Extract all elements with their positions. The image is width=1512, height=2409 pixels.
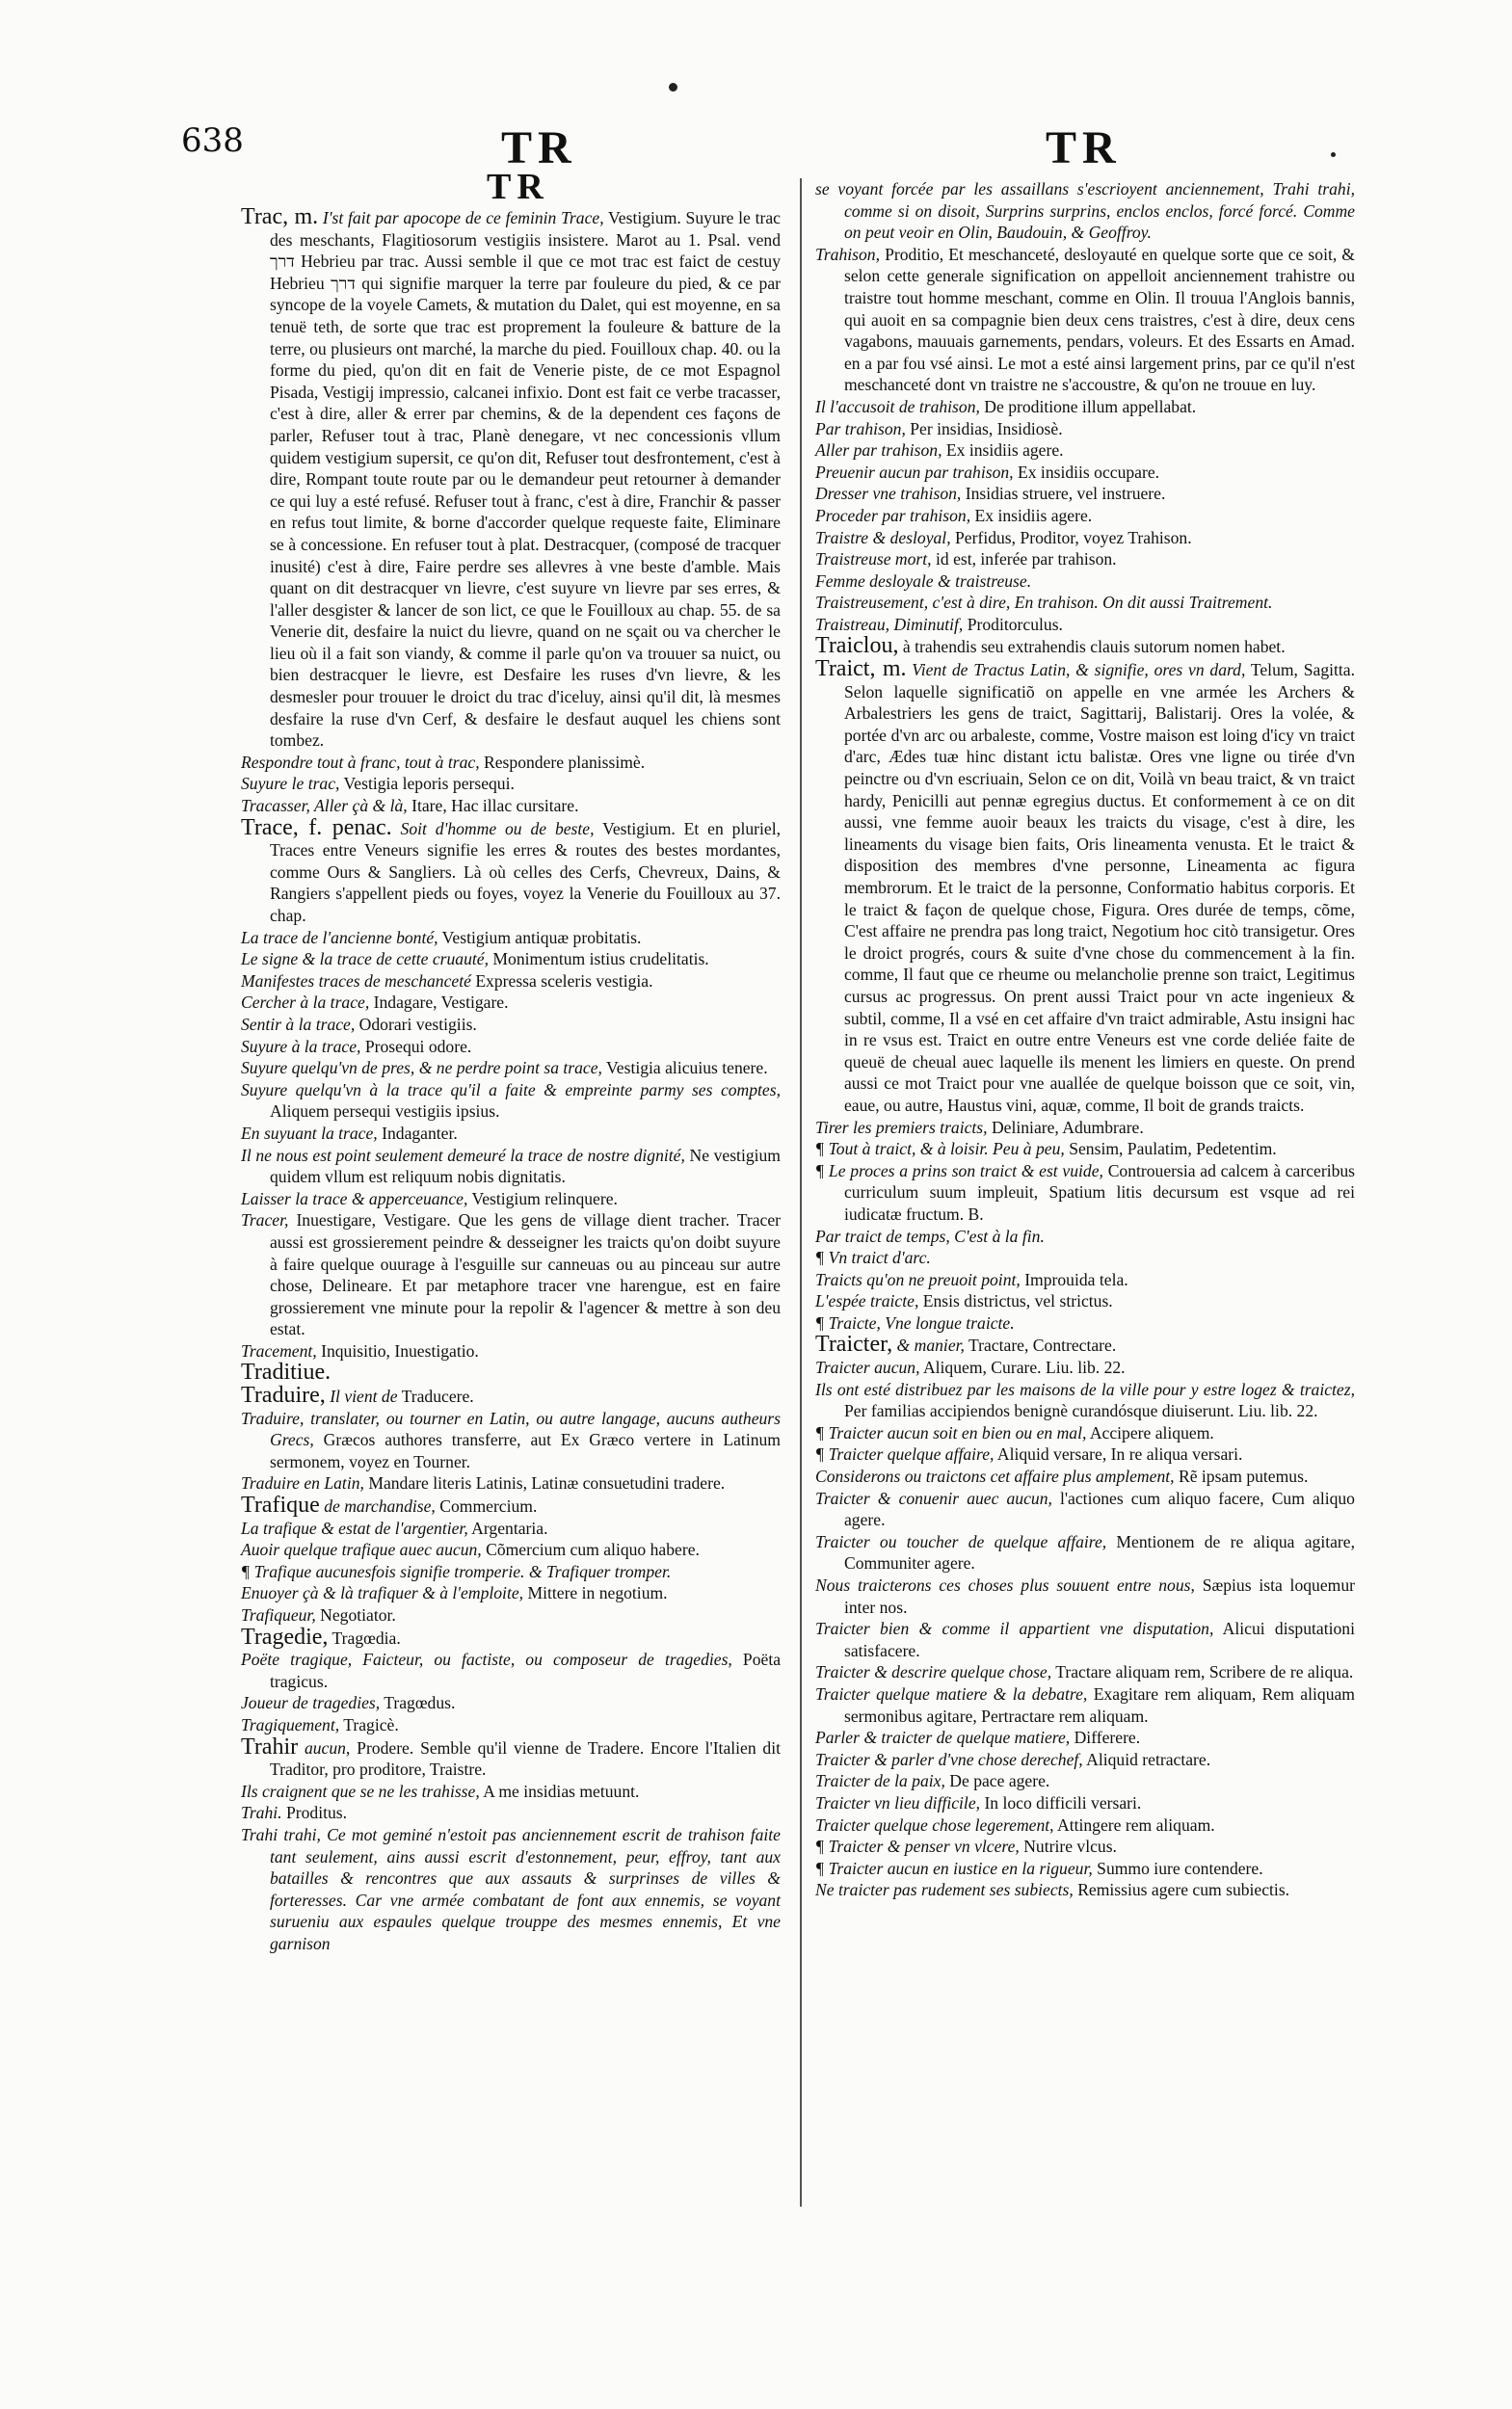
- entry-latin: Proditus.: [285, 1803, 348, 1823]
- entry-french: & manier,: [896, 1336, 965, 1356]
- dictionary-entry: [815, 527, 1355, 549]
- entry-french: Traistreuse mort,: [815, 549, 932, 569]
- entry-french: La trafique & estat de l'argentier,: [241, 1518, 468, 1538]
- dictionary-entry: [815, 1160, 1355, 1226]
- entry-french: Traicter & descrire quelque chose,: [815, 1662, 1052, 1682]
- entry-latin: Ex insidiis agere.: [945, 440, 1064, 461]
- dictionary-entry: [815, 1858, 1355, 1880]
- entry-french: Respondre tout à franc, tout à trac,: [241, 752, 480, 772]
- dictionary-entry: [815, 1727, 1355, 1749]
- entry-french: ¶ Le proces a prins son traict & est vuide,: [815, 1160, 1103, 1180]
- entry-latin: Sensim, Paulatim, Pedetentim.: [1069, 1139, 1277, 1159]
- dictionary-entry: [241, 1123, 781, 1145]
- entry-latin: Traducere.: [401, 1387, 474, 1407]
- entry-latin: Odorari vestigiis.: [358, 1014, 477, 1034]
- section-heading: TR: [487, 167, 549, 207]
- dictionary-entry: [815, 1792, 1355, 1814]
- entry-french: Traicter quelque matiere & la debatre,: [815, 1683, 1088, 1704]
- dictionary-entry: [815, 1749, 1355, 1771]
- dictionary-entry: [241, 1408, 781, 1473]
- entry-french: Tragiquement,: [241, 1714, 340, 1734]
- entry-headword: Traduire,: [241, 1383, 326, 1409]
- entry-french: Il l'accusoit de trahison,: [815, 396, 980, 416]
- entry-latin: Commercium.: [439, 1496, 538, 1517]
- entry-french: Tirer les premiers traicts,: [815, 1117, 988, 1137]
- entry-french: ¶ Traicter quelque affaire,: [815, 1444, 995, 1465]
- entry-latin: Perfidus, Proditor, voyez Trahison.: [955, 527, 1192, 547]
- entry-french: Dresser vne trahison,: [815, 484, 962, 504]
- dictionary-entry: [815, 592, 1355, 614]
- dictionary-entry: [815, 1836, 1355, 1858]
- entry-latin: Per insidias, Insidiosè.: [910, 418, 1063, 438]
- entry-latin: Nutrire vlcus.: [1023, 1837, 1117, 1857]
- entry-french: Suyure quelqu'vn de pres, & ne perdre point sa trace,: [241, 1058, 602, 1078]
- dictionary-entry: [241, 206, 781, 752]
- dictionary-entry: [815, 1575, 1355, 1618]
- entry-french: Suyure le trac,: [241, 774, 340, 794]
- entry-french: Traicter & parler d'vne chose derechef,: [815, 1749, 1083, 1769]
- left-column: [241, 206, 781, 1955]
- entry-latin: Remissius agere cum subiectis.: [1077, 1880, 1290, 1900]
- dictionary-entry: [241, 1582, 781, 1604]
- dictionary-entry: [815, 658, 1355, 1116]
- entry-french: Traicter de la paix,: [815, 1771, 945, 1791]
- entry-french: de marchandise,: [324, 1496, 436, 1517]
- entry-latin: Aliquid versare, In re aliqua versari.: [996, 1444, 1243, 1465]
- entry-latin: Mittere in negotium.: [527, 1583, 668, 1603]
- dictionary-entry: [241, 1209, 781, 1340]
- dictionary-entry: [815, 1269, 1355, 1291]
- entry-french: Traduire, translater, ou tourner en Latin, ou autre langage, aucuns autheurs Grecs,: [241, 1408, 781, 1450]
- entry-french: Poëte tragique, Faicteur, ou factiste, ou composeur de tragedies,: [241, 1650, 732, 1670]
- entry-french: Tracasser, Aller çà & là,: [241, 796, 408, 816]
- entry-latin: Expressa sceleris vestigia.: [475, 970, 653, 991]
- entry-french: Le signe & la trace de cette cruauté,: [241, 949, 489, 969]
- entry-latin: Prodere. Semble qu'il vienne de Tradere. Encore l'Italien dit Traditor, pro proditore, Traistre.: [270, 1737, 782, 1780]
- dictionary-entry: [815, 1226, 1355, 1248]
- dictionary-entry: [241, 1518, 781, 1540]
- entry-latin: A me insidias metuunt.: [483, 1781, 640, 1801]
- dictionary-entry: [241, 1472, 781, 1495]
- dictionary-entry: [241, 1781, 781, 1803]
- dictionary-entry: [241, 1649, 781, 1692]
- dictionary-entry: [815, 1661, 1355, 1683]
- dictionary-entry: [241, 1692, 781, 1714]
- dictionary-entry: [241, 1145, 781, 1188]
- entry-latin: Aliquid retractare.: [1086, 1749, 1211, 1769]
- entry-headword: Traicter,: [815, 1332, 893, 1358]
- dictionary-entry: [815, 178, 1355, 244]
- entry-latin: In loco difficili versari.: [984, 1792, 1142, 1813]
- entry-french: Ils craignent que se ne les trahisse,: [241, 1781, 480, 1801]
- entry-french: Il ne nous est point seulement demeuré la trace de nostre dignité,: [241, 1145, 685, 1165]
- entry-french: Parler & traicter de quelque matiere,: [815, 1728, 1071, 1748]
- printer-mark: [669, 83, 677, 92]
- dictionary-entry: [815, 1422, 1355, 1444]
- column-divider: [800, 178, 802, 2207]
- dictionary-entry: [815, 1814, 1355, 1837]
- entry-french: La trace de l'ancienne bonté,: [241, 927, 438, 947]
- entry-french: Trahi.: [241, 1803, 282, 1823]
- entry-french: Femme desloyale & traistreuse.: [815, 570, 1032, 591]
- dictionary-entry: [241, 1824, 781, 1955]
- entry-french: Proceder par trahison,: [815, 505, 971, 525]
- entry-french: Considerons ou traictons cet affaire plus amplement,: [815, 1467, 1175, 1487]
- entry-french: Aller par trahison,: [815, 440, 942, 461]
- entry-french: Par traict de temps, C'est à la fin.: [815, 1226, 1045, 1246]
- dictionary-entry: [241, 1362, 781, 1385]
- entry-french: Traistreusement, c'est à dire, En trahison. On dit aussi Traitrement.: [815, 593, 1273, 613]
- entry-headword: Trafique: [241, 1493, 320, 1519]
- entry-latin: Græcos authores transferre, aut Ex Græco vertere in Latinum sermonem, voyez en Tourner.: [270, 1430, 781, 1471]
- entry-french: Par trahison,: [815, 418, 906, 438]
- dictionary-entry: [815, 1770, 1355, 1792]
- entry-latin: Insidias struere, vel instruere.: [965, 484, 1166, 504]
- dictionary-entry: [815, 1138, 1355, 1160]
- entry-french: Laisser la trace & apperceuance,: [241, 1188, 468, 1208]
- dictionary-entry: [815, 1879, 1355, 1901]
- entry-latin: l'actiones cum aliquo facere, Cum aliquo agere.: [844, 1488, 1355, 1530]
- dictionary-entry: [815, 505, 1355, 527]
- entry-french: Nous traicterons ces choses plus souuent entre nous,: [815, 1575, 1195, 1595]
- entry-headword: Trahir: [241, 1734, 299, 1760]
- dictionary-entry: [241, 1714, 781, 1736]
- entry-latin: Aliquem persequi vestigiis ipsius.: [270, 1101, 500, 1122]
- entry-french: Traicter bien & comme il appartient vne disputation,: [815, 1619, 1214, 1639]
- dictionary-entry: [815, 1488, 1355, 1531]
- entry-latin: Cõmercium cum aliquo habere.: [486, 1540, 700, 1560]
- entry-french: aucun,: [304, 1737, 351, 1758]
- entry-headword: Tragedie,: [241, 1624, 329, 1650]
- dictionary-entry: [815, 1117, 1355, 1139]
- entry-headword: Traiclou,: [815, 633, 899, 659]
- entry-french: Manifestes traces de meschanceté: [241, 970, 471, 991]
- entry-latin: Aliquem, Curare. Liu. lib. 22.: [922, 1358, 1126, 1378]
- entry-latin: Deliniare, Adumbrare.: [991, 1117, 1144, 1137]
- entry-latin: Improuida tela.: [1024, 1269, 1128, 1289]
- dictionary-entry: [815, 1312, 1355, 1335]
- entry-latin: Sæpius ista loquemur inter nos.: [844, 1575, 1355, 1617]
- entry-french: Trafiqueur,: [241, 1605, 316, 1625]
- entry-latin: Controuersia ad calcem à carceribus curriculum suum impleuit, Spatium litis decursum est vsque ad rei iudicatæ fructum. B.: [844, 1160, 1356, 1224]
- dictionary-entry: [815, 1683, 1355, 1727]
- dictionary-entry: [815, 439, 1355, 462]
- entry-latin: Summo iure contendere.: [1097, 1858, 1263, 1878]
- dictionary-entry: [815, 483, 1355, 505]
- entry-latin: Exagitare rem aliquam, Rem aliquam sermonibus agitare, Pertractare rem aliquam.: [844, 1683, 1355, 1726]
- dictionary-entry: [815, 1247, 1355, 1269]
- entry-latin: Rẽ ipsam putemus.: [1178, 1467, 1309, 1487]
- entry-french: Ils ont esté distribuez par les maisons de la ville pour y estre logez & traictez,: [815, 1379, 1355, 1399]
- entry-french: Trahison,: [815, 244, 880, 264]
- dictionary-entry: [241, 795, 781, 817]
- dictionary-entry: [815, 1618, 1355, 1661]
- entry-latin: Vestigium. Et en pluriel, Traces entre Veneurs signifie les erres & routes des bestes mordantes, comme Ours & Sangliers. Là où celles des Cerfs, Chevreux, Dains, & Rangiers s'appellent pieds ou foyes, voyez la Venerie du Fouilloux au 37. chap.: [270, 818, 781, 925]
- entry-french: Traicts qu'on ne preuoit point,: [815, 1269, 1021, 1289]
- dictionary-entry: [241, 773, 781, 795]
- entry-latin: Tragicè.: [343, 1714, 399, 1734]
- entry-french: En suyuant la trace,: [241, 1123, 378, 1143]
- entry-latin: Vestigia alicuius tenere.: [606, 1058, 768, 1078]
- running-head-left: TR: [501, 122, 577, 173]
- entry-latin: Vestigium. Suyure le trac des meschants, Flagitiosorum vestigiis insistere. Marot au 1. Psal. vend דרך Hebrieu par trac. Aussi semble il que ce mot trac est faict de cestuy Hebrieu דרך qui signifie marquer la terre par fouleure du pied, & ce par syncope de la voyele Camets, & mutation du Dalet, qui est moyenne, en sa tenuë teth, de sorte que trac est proprement la fouleure & batture de la terre, ou plusieurs ont marché, la marche du pied. Fouilloux chap. 40. ou la forme du pied, qu'on dit en fait de Venerie piste, de ce mot Espagnol Pisada, Vestigij impressio, calcanei infixio. Dont est fait ce verbe tracasser, c'est à dire, aller & errer par chemins, & de la dependent ces façons de parler, Refuser tout à trac, Planè denegare, vt nec concessionis vllum quidem vestigium supersit, ce qu'on dit, Refuser tout desfrontement, c'est à dire, Rompant toute route par ou le demandeur peut retourner à demander ce qui luy a esté refusé. Refuser tout à franc, c'est à dire, Franchir & passer en refus tout limite, & borne d'accorder quelque requeste faite, Eliminare se à concessione. En refuser tout à plat. Destracquer, (composé de tracquer inusité) c'est à dire, Faire perdre ses allevres à vne beste d'amble. Mais quant on dit destracquer vn lievre, c'est suyure vn lievre par ses erres, & l'aller desgister & lancer de son lict, ce que le Fouilloux au chap. 55. de sa Venerie dit, desfaire la nuict du lievre, quand on ne sçait ou va chercher le lieu où il a fait son viandy, & comme il parle qu'on va trouuer sa nuict, ou bien destracquer le lievre, est Desfaire les ruses d'vn lievre, & les desmesler pour trouuer le droict du trac d'iceluy, ainsi qu'il dit, là mesmes desfaire la ruse d'vn Cerf, & desfaire le desfaut auquel les chiens sont tombez.: [270, 208, 781, 751]
- entry-latin: Per familias accipiendos benignè curandósque diuiserunt. Liu. lib. 22.: [844, 1401, 1318, 1421]
- entry-french: ¶ Traicter aucun en iustice en la rigueur,: [815, 1858, 1093, 1878]
- page-number: 638: [181, 121, 244, 160]
- entry-french: Suyure à la trace,: [241, 1036, 361, 1056]
- entry-french: Traistre & desloyal,: [815, 527, 951, 547]
- entry-latin: Vestigium relinquere.: [471, 1188, 618, 1208]
- entry-headword: Trace, f. penac.: [241, 814, 392, 840]
- entry-latin: Inuestigare, Vestigare. Que les gens de village dient tracher. Tracer aussi est grossierement peindre & desseigner les traicts qu'on doibt suyure à faire quelque ouurage à l'esguille sur canneuas ou au pinceau sur autre chose, Delineare. Et par metaphore tracer vne harengue, est en faire grossierement vne minute pour la repolir & l'agencer & mettre à son deu estat.: [270, 1210, 781, 1339]
- dictionary-entry: [241, 970, 781, 993]
- entry-latin: Poëta tragicus.: [270, 1650, 782, 1691]
- dictionary-entry: [815, 244, 1355, 396]
- dictionary-entry: [241, 1188, 781, 1210]
- entry-latin: Ensis districtus, vel strictus.: [922, 1291, 1113, 1311]
- entry-latin: Vestigia leporis persequi.: [343, 774, 515, 794]
- entry-latin: Itare, Hac illac cursitare.: [411, 796, 579, 816]
- entry-french: ¶ Trafique aucunesfois signifie tromperie. & Trafiquer tromper.: [241, 1561, 672, 1581]
- dictionary-entry: [815, 418, 1355, 440]
- dictionary-entry: [241, 1624, 781, 1650]
- entry-headword: Traditiue.: [241, 1360, 332, 1386]
- entry-latin: Alicui disputationi satisfacere.: [844, 1619, 1355, 1660]
- dictionary-entry: [241, 1057, 781, 1079]
- entry-latin: Ex insidiis agere.: [974, 505, 1093, 525]
- dictionary-entry: [241, 992, 781, 1014]
- entry-latin: Telum, Sagitta. Selon laquelle significatiõ on appelle en vne armée les Archers & Arbalestriers les gens de traict, Sagittarij, Balistarij. Ores la volée, & portée d'vn arc ou arbaleste, comme, Vostre maison est loing d'icy vn traict d'arc, Ædes tuæ hinc distant ictu balistæ. Ores vne ligne ou tirée d'vn peinctre ou d'vn escriuain, Selon ce on dit, Voilà vn beau traict, & vn traict hardy, Penicilli aut pennæ egregius ductus. Et conformement à ce on dit aussi, vne femme auoir beaux les traicts du visage, c'est à dire, les lineaments du visage bien faits, Oris lineamenta venusta. Et le traict & disposition des membres d'vne personne, Lineamenta ac figura membrorum. Et le traict de la personne, Conformatio habitus corporis. Et le traict & façon de quelque chose, Figura. Ores durée de temps, cõme, C'est affaire ne prendra pas long traict, Negotium hoc citò transigetur. Ores le droict progrés, cours & suite d'vne chose du commencement à la fin. comme, Il faut que ce rheume ou melancholie prenne son traict, Legitimus cursus ac progressus. On prent aussi Traict pour vn acte ingenieux & subtil, comme, Il a vsé en cet affaire d'vn traict admirable, Astu insigni hac in re vsus est. Traict en outre entre Veneurs est vne corde deliée faite de queuë de cheual auec laquelle ils menent les limiers en queste. On prend aussi ce mot Traict pour vne auallée de quelque boisson que ce soit, vin, eaue, ou autre, Haustus vini, aquæ, comme, Il boit de grands traicts.: [844, 660, 1355, 1115]
- printer-mark: [1331, 152, 1336, 157]
- entry-french: Traicter aucun,: [815, 1358, 920, 1378]
- entry-french: L'espée traicte,: [815, 1291, 919, 1311]
- entry-french: Tracement,: [241, 1340, 317, 1361]
- entry-french: Trahi trahi, Ce mot geminé n'estoit pas anciennement escrit de trahison faite tant seulement, ains aussi escrit d'estonnement, peur, effroy, tant aux batailles & rencontres que aux assauts & surprinses de villes & forteresses. Car vne armée combatant de font aux ennemis, se voyant surueniu aux espaules quelque trouppe des mesmes ennemis, Et vne garnison: [241, 1824, 781, 1953]
- entry-latin: Mandare literis Latinis, Latinæ consuetudini tradere.: [368, 1473, 726, 1494]
- entry-french: Sentir à la trace,: [241, 1014, 356, 1034]
- entry-latin: Indaganter.: [382, 1123, 458, 1143]
- dictionary-entry: [815, 1466, 1355, 1488]
- entry-latin: Mentionem de re aliqua agitare, Communiter agere.: [844, 1531, 1355, 1574]
- entry-latin: Proditorculus.: [967, 614, 1063, 634]
- dictionary-entry: [241, 814, 781, 927]
- dictionary-entry: [815, 570, 1355, 593]
- entry-latin: Tragœdus.: [384, 1693, 456, 1713]
- dictionary-entry: [241, 1014, 781, 1036]
- entry-latin: Tragœdia.: [332, 1628, 401, 1648]
- entry-french: ¶ Traicte, Vne longue traicte.: [815, 1312, 1015, 1333]
- entry-french: Traicter vn lieu difficile,: [815, 1792, 981, 1813]
- entry-latin: Accipere aliquem.: [1089, 1422, 1214, 1443]
- dictionary-entry: [241, 1736, 781, 1781]
- dictionary-entry: [815, 1531, 1355, 1575]
- entry-french: Traicter & conuenir auec aucun,: [815, 1488, 1052, 1508]
- right-column: [815, 178, 1355, 1901]
- entry-french: Preuenir aucun par trahison,: [815, 462, 1014, 482]
- entry-latin: Tractare aliquam rem, Scribere de re aliqua.: [1055, 1662, 1354, 1682]
- entry-french: Joueur de tragedies,: [241, 1693, 381, 1713]
- dictionary-entry: [815, 1290, 1355, 1312]
- entry-latin: De proditione illum appellabat.: [984, 396, 1197, 416]
- running-head-right: TR: [1046, 122, 1122, 173]
- entry-latin: Ex insidiis occupare.: [1017, 462, 1160, 482]
- entry-latin: Respondere planissimè.: [484, 752, 646, 772]
- dictionary-entry: [241, 1385, 781, 1408]
- entry-latin: Differere.: [1074, 1728, 1141, 1748]
- dictionary-entry: [815, 1379, 1355, 1422]
- entry-french: ¶ Tout à traict, & à loisir. Peu à peu,: [815, 1139, 1065, 1159]
- entry-french: ¶ Vn traict d'arc.: [815, 1248, 931, 1268]
- entry-french: ¶ Traicter aucun soit en bien ou en mal,: [815, 1422, 1087, 1443]
- entry-latin: id est, inferée par trahison.: [935, 549, 1117, 569]
- dictionary-entry: [241, 927, 781, 949]
- entry-french: Ne traicter pas rudement ses subiects,: [815, 1880, 1074, 1900]
- entry-headword: Traict, m.: [815, 656, 907, 682]
- dictionary-entry: [815, 635, 1355, 658]
- entry-headword: Trac, m.: [241, 204, 319, 229]
- entry-latin: Inquisitio, Inuestigatio.: [321, 1340, 479, 1361]
- entry-latin: Ne vestigium quidem vllum est reliquum nobis dignitatis.: [270, 1145, 781, 1187]
- dictionary-entry: [815, 396, 1355, 418]
- entry-french: Traduire en Latin,: [241, 1473, 364, 1494]
- entry-latin: De pace agere.: [949, 1771, 1050, 1791]
- entry-french: Vient de Tractus Latin, & signifie, ores vn dard,: [912, 660, 1246, 680]
- dictionary-entry: [241, 1079, 781, 1123]
- entry-latin: Proditio, Et meschanceté, desloyauté en quelque sorte que ce soit, & selon cette generale signification on appelloit anciennement trahistre ou traistre tout homme meschant, comme en Olin. Il trouua l'Anglois bannis, qui auoit en sa compagnie bien deux cens traistres, c'est à dire, deux cens vagabons, mauuais garnements, pendars, voleurs. Et des Essarts en Amad. en a par fou vsé ainsi. Le mot a esté ainsi largement prins, par ce qu'il n'est meschanceté dont vn traistre ne s'accoustre, & qu'on ne trouue en luy.: [844, 244, 1355, 395]
- dictionary-entry: [815, 548, 1355, 570]
- dictionary-entry: [241, 1539, 781, 1561]
- dictionary-entry: [815, 462, 1355, 484]
- dictionary-entry: [241, 1604, 781, 1627]
- dictionary-entry: [241, 1495, 781, 1518]
- entry-latin: à trahendis seu extrahendis clauis sutorum nomen habet.: [902, 637, 1286, 657]
- entry-french: Traistreau, Diminutif,: [815, 614, 964, 634]
- entry-french: Cercher à la trace,: [241, 993, 370, 1013]
- entry-french: Traicter ou toucher de quelque affaire,: [815, 1531, 1107, 1551]
- entry-latin: Prosequi odore.: [364, 1036, 472, 1056]
- entry-latin: Vestigium antiquæ probitatis.: [441, 927, 642, 947]
- entry-latin: Indagare, Vestigare.: [373, 993, 509, 1013]
- entry-french: Tracer,: [241, 1210, 289, 1231]
- dictionary-entry: [815, 1334, 1355, 1357]
- dictionary-entry: [815, 1357, 1355, 1379]
- entry-french: Soit d'homme ou de beste,: [400, 818, 595, 838]
- entry-latin: Argentaria.: [471, 1518, 548, 1538]
- dictionary-entry: [241, 1036, 781, 1058]
- entry-french: Auoir quelque trafique auec aucun,: [241, 1540, 482, 1560]
- entry-latin: Negotiator.: [320, 1605, 396, 1625]
- dictionary-entry: [241, 948, 781, 970]
- entry-latin: Tractare, Contrectare.: [968, 1336, 1117, 1356]
- dictionary-entry: [241, 1802, 781, 1824]
- dictionary-entry: [815, 614, 1355, 636]
- entry-french: Traicter quelque chose legerement,: [815, 1814, 1054, 1835]
- entry-french: se voyant forcée par les assaillans s'escrioyent anciennement, Trahi trahi, comme si on disoit, Surprins surprins, enclos enclos, forcé forcé. Comme on peut veoir en Olin, Baudouin, & Geoffroy.: [815, 179, 1355, 243]
- entry-french: Enuoyer çà & là trafiquer & à l'emploite,: [241, 1583, 524, 1603]
- entry-french: ¶ Traicter & penser vn vlcere,: [815, 1837, 1020, 1857]
- dictionary-entry: [241, 752, 781, 774]
- entry-french: Il vient de: [330, 1387, 398, 1407]
- dictionary-entry: [241, 1340, 781, 1363]
- entry-french: Suyure quelqu'vn à la trace qu'il a faite & empreinte parmy ses comptes,: [241, 1079, 781, 1099]
- entry-french: I'st fait par apocope de ce feminin Trace,: [322, 208, 604, 227]
- entry-latin: Attingere rem aliquam.: [1057, 1814, 1215, 1835]
- entry-latin: Monimentum istius crudelitatis.: [492, 949, 709, 969]
- dictionary-entry: [815, 1443, 1355, 1466]
- dictionary-entry: [241, 1561, 781, 1583]
